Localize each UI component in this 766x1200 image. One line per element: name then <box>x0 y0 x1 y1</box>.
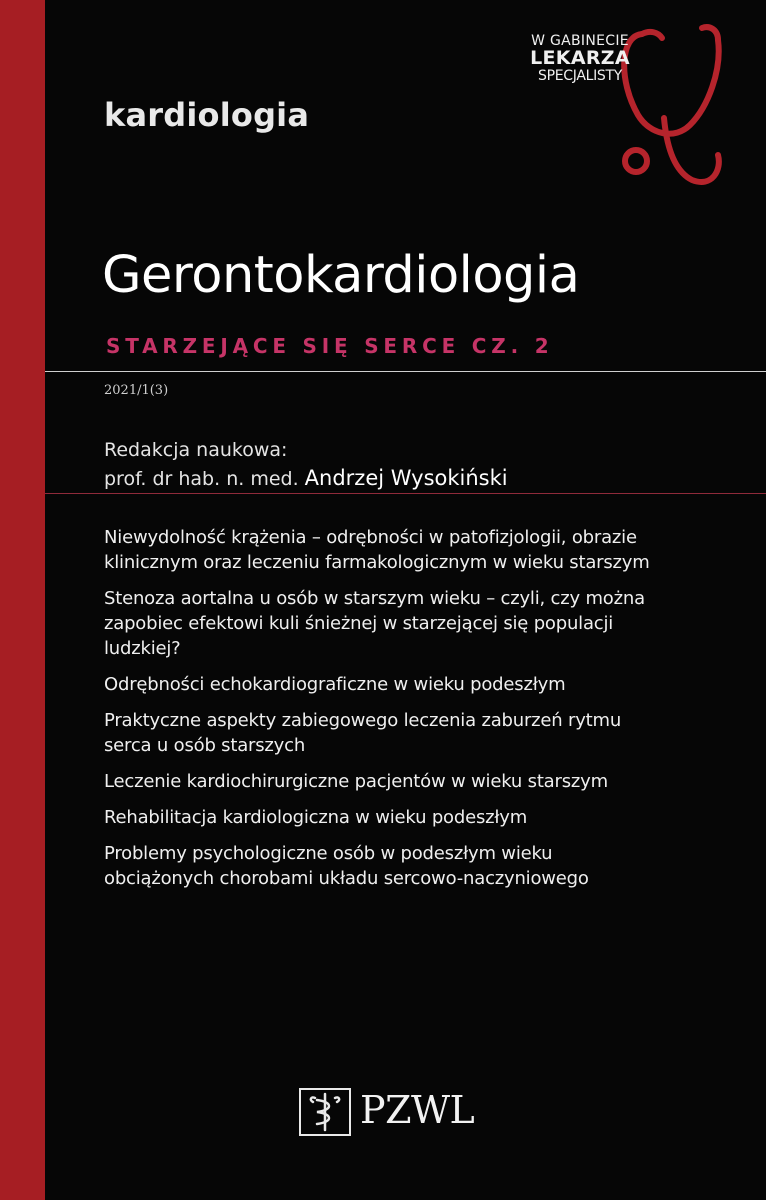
book-subtitle: STARZEJĄCE SIĘ SERCE CZ. 2 <box>106 334 554 358</box>
editor-prefix: prof. dr hab. n. med. <box>104 468 299 490</box>
toc-item: Leczenie kardiochirurgiczne pacjentów w wieku starszym <box>104 771 608 792</box>
series-badge <box>520 34 640 83</box>
editor-line <box>104 464 508 493</box>
editor-name: Andrzej Wysokiński <box>304 466 508 490</box>
toc-item: Niewydolność krążenia – odrębności w patofizjologii, obrazie klinicznym oraz leczeniu farmakologicznym w wieku starszym <box>104 527 650 573</box>
series-name: kardiologia <box>104 96 310 134</box>
editor-label: Redakcja naukowa: <box>104 439 288 461</box>
table-of-contents <box>104 525 664 902</box>
book-title: Gerontokardiologia <box>102 246 580 305</box>
toc-item: Problemy psychologiczne osób w podeszłym wieku obciążonych chorobami układu sercowo-naczyniowego <box>104 843 589 889</box>
toc-item: Odrębności echokardiograficzne w wieku podeszłym <box>104 674 566 695</box>
badge-line-1: W GABINECIE <box>531 33 629 49</box>
publisher-logo-icon <box>299 1088 351 1136</box>
toc-item: Stenoza aortalna u osób w starszym wieku – czyli, czy można zapobiec efektowi kuli śnieżnej w starzejącej się populacji ludzkiej? <box>104 588 645 659</box>
issue-number: 2021/1(3) <box>104 383 169 398</box>
divider-top <box>45 371 766 372</box>
toc-item: Rehabilitacja kardiologiczna w wieku podeszłym <box>104 807 528 828</box>
editor-block <box>104 436 508 493</box>
red-spine-stripe <box>0 0 45 1200</box>
divider-bottom <box>45 493 766 494</box>
badge-line-3: SPECJALISTY <box>537 67 623 84</box>
badge-line-2: LEKARZA <box>530 46 630 69</box>
publisher-name: PZWL <box>360 1088 475 1132</box>
toc-item: Praktyczne aspekty zabiegowego leczenia zaburzeń rytmu serca u osób starszych <box>104 710 622 756</box>
